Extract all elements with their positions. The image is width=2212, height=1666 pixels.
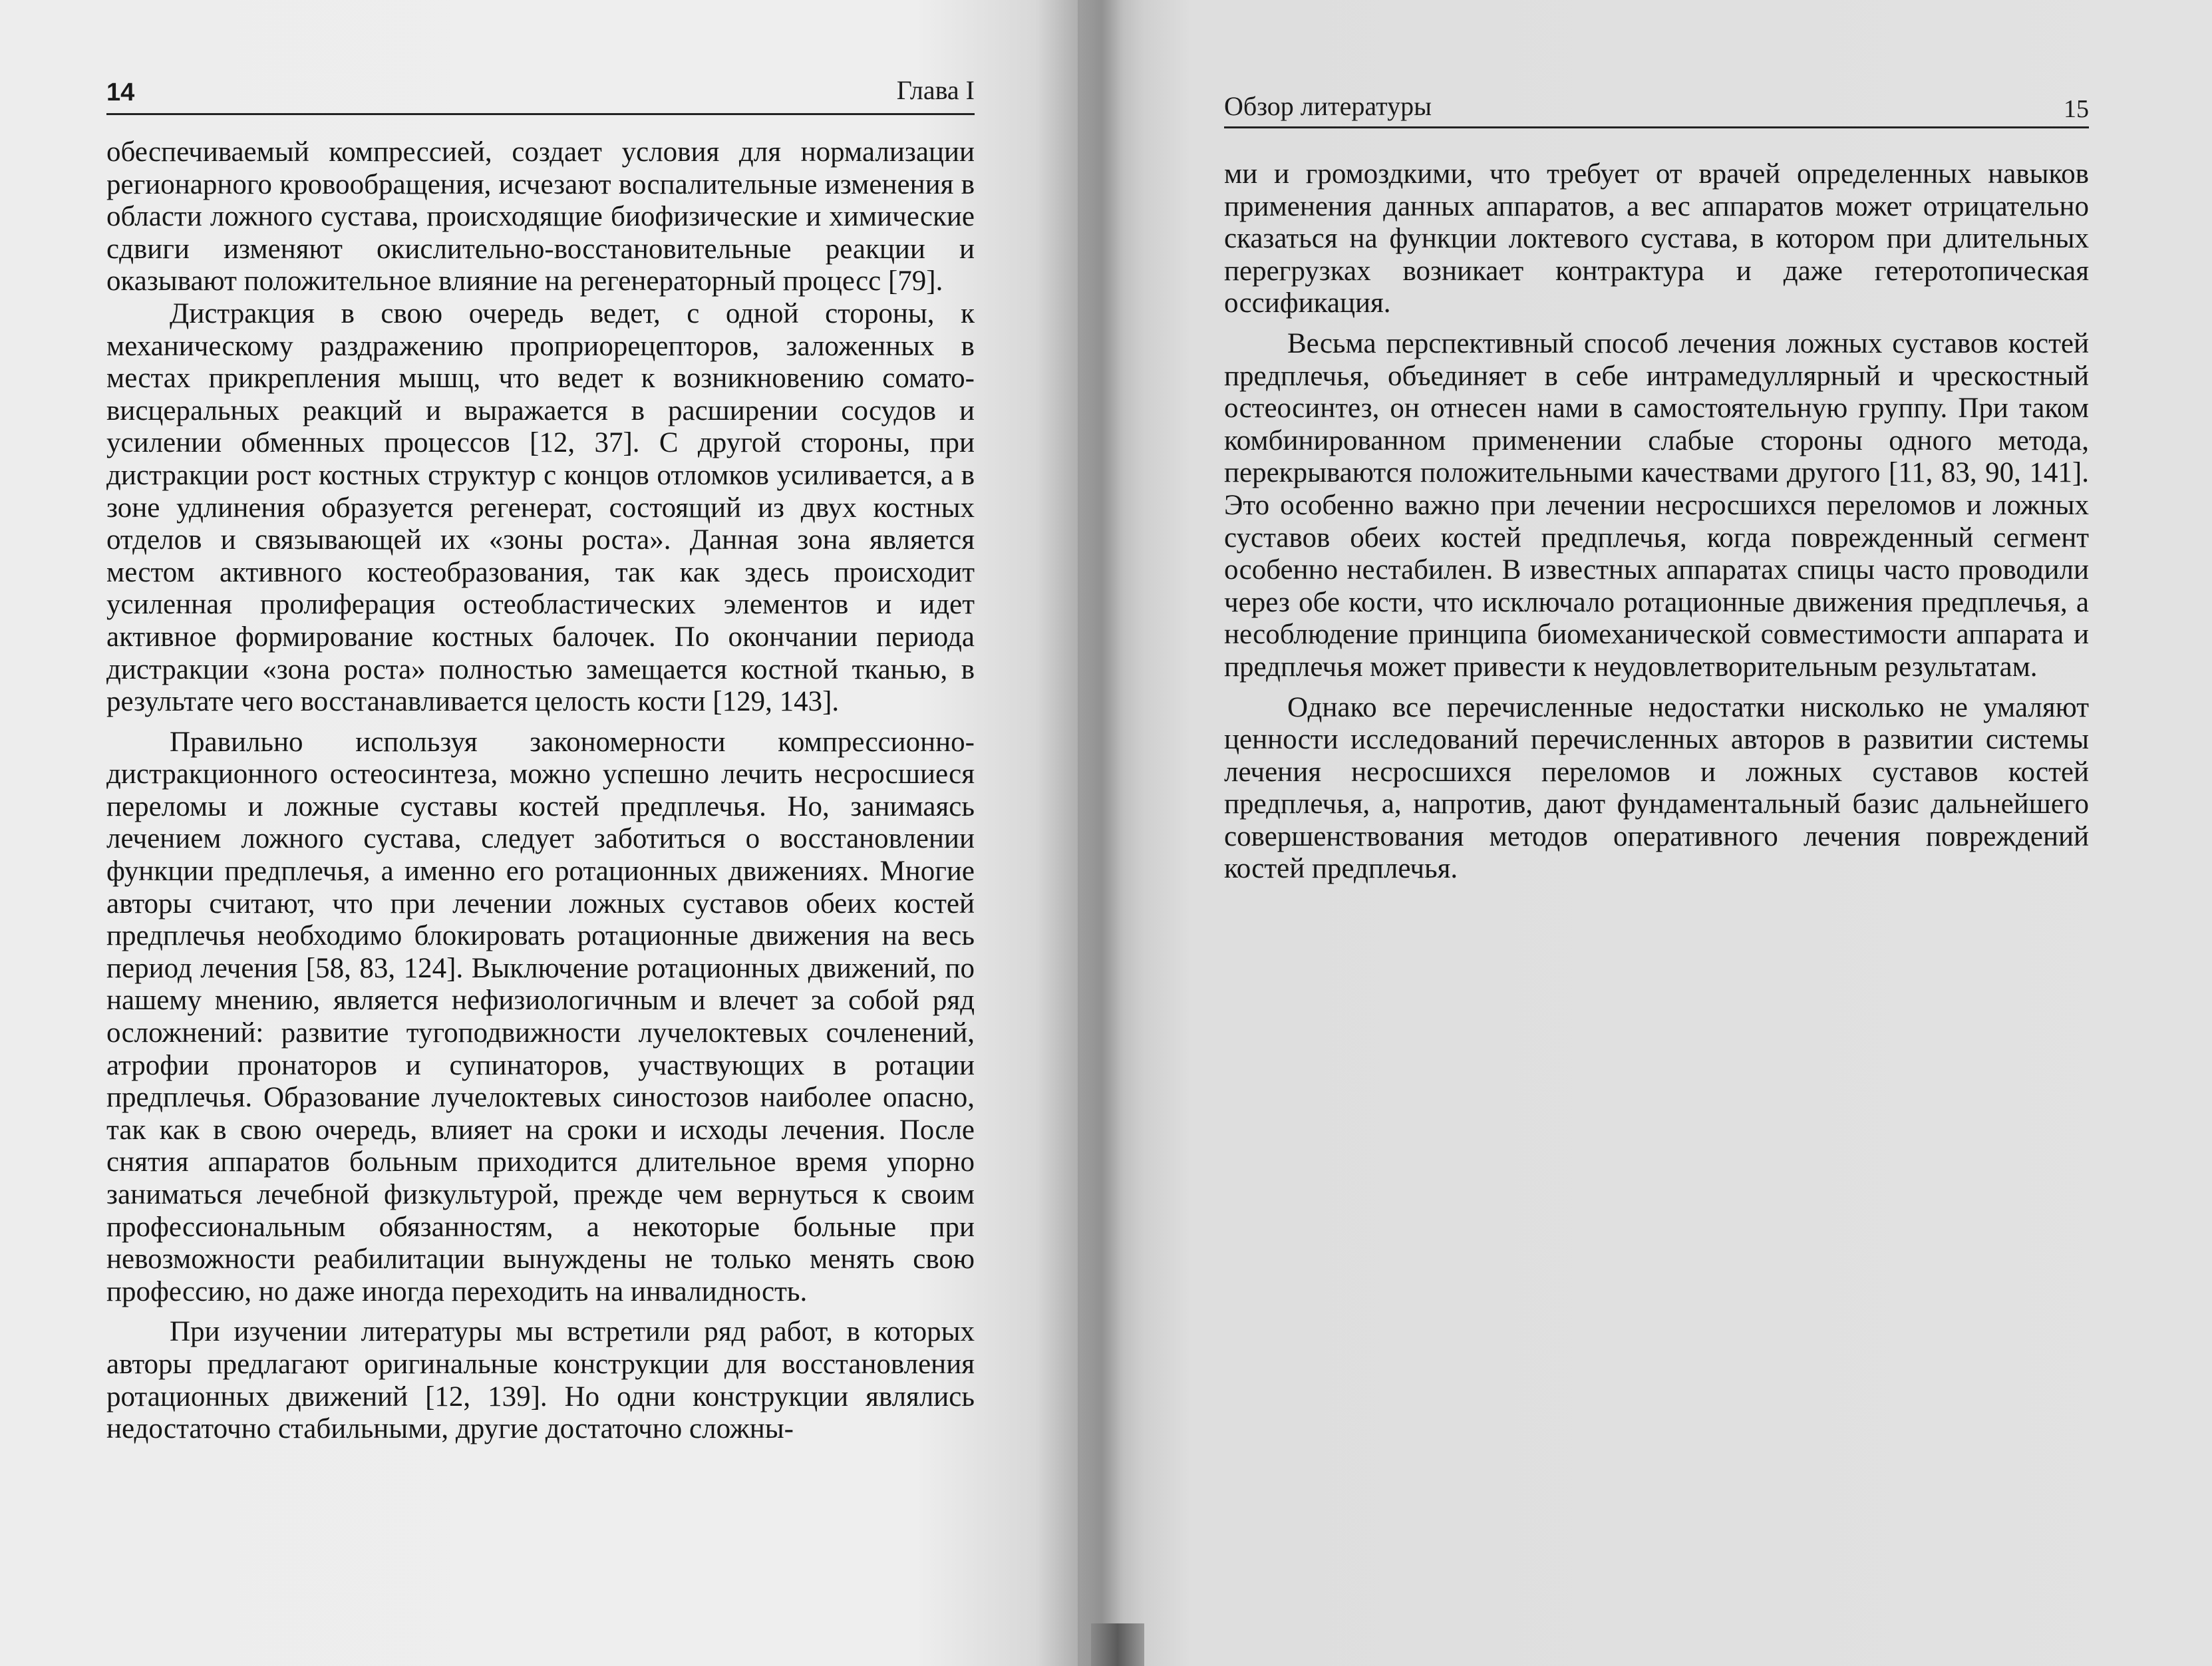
section-title: Обзор литературы (1224, 91, 1432, 121)
right-paragraph-3: Однако все перечисленные недостатки нисколько не умаляют ценности исследований перечисленных авторов в развитии системы лечения несросшихся переломов и ложных суставов костей предплечья, а, напротив, дают фундаментальный базис дальнейшего совершенствования методов оперативного лечения повреждений костей предплечья. (1224, 691, 2089, 885)
book-gutter-shadow (1038, 0, 1144, 1666)
left-running-head (106, 73, 975, 115)
right-paragraph-1: ми и громоздкими, что требует от врачей определенных навыков применения данных аппаратов, а вес аппаратов может отрицательно сказаться на функции локтевого сустава, в котором при длительных перегрузках возникает контрактура и даже гетеротопическая оссификация. (1224, 158, 2089, 319)
right-running-head (1224, 86, 2089, 128)
right-paragraph-2: Весьма перспективный способ лечения ложных суставов костей предплечья, объединяет в себе интрамедуллярный и чрескостный остеосинтез, он отнесен нами в самостоятельную группу. При таком комбинированном применении слабые стороны одного метода, перекрываются положительными качествами другого [11, 83, 90, 141]. Это особенно важно при лечении несросшихся переломов и ложных суставов обеих костей предплечья, когда поврежденный сегмент особенно нестабилен. В известных аппаратах спицы часто проводили через обе кости, что исключало ротационные движения предплечья, а несоблюдение принципа биомеханической совместимости аппарата и предплечья может привести к неудовлетворительным результатам. (1224, 327, 2089, 683)
left-paragraph-1: обеспечиваемый компрессией, создает условия для нормализации регионарного кровообращения, исчезают воспалительные изменения в области ложного сустава, происходящие биофизические и химические сдвиги изменяют окислительно-восстановительные реакции и оказывают положительное влияние на регенераторный процесс [79]. (106, 136, 975, 297)
left-body-text (106, 136, 975, 1446)
left-paragraph-4: При изучении литературы мы встретили ряд работ, в которых авторы предлагают оригинальные конструкции для восстановления ротационных движений [12, 139]. Но одни конструкции являлись недостаточно стабильными, другие достаточно сложны- (106, 1316, 975, 1445)
left-paragraph-2: Дистракция в свою очередь ведет, с одной стороны, к механическому раздражению проприорецепторов, заложенных в местах прикрепления мышц, что ведет к возникновению сомато-висцеральных реакций и выражается в расширении сосудов и усилении обменных процессов [12, 37]. С другой стороны, при дистракции рост костных структур с концов отломков усиливается, а в зоне удлинения образуется регенерат, состоящий из двух костных отделов и связывающей их «зоны роста». Данная зона является местом активного костеобразования, так как здесь происходит усиленная пролиферация остеобластических элементов и идет активное формирование костных балочек. По окончании периода дистракции «зона роста» полностью замещается костной тканью, в результате чего восстанавливается целость кости [129, 143]. (106, 297, 975, 718)
left-page-number: 14 (106, 79, 135, 106)
right-page-number: 15 (2064, 95, 2089, 123)
spine-shadow (1091, 1623, 1144, 1666)
right-body-text (1224, 158, 2089, 886)
left-page (0, 0, 1078, 1666)
chapter-title: Глава I (896, 75, 975, 105)
left-paragraph-3: Правильно используя закономерности компрессионно-дистракционного остеосинтеза, можно успешно лечить несросшиеся переломы и ложные суставы костей предплечья. Но, занимаясь лечением ложного сустава, следует заботиться о восстановлении функции предплечья, а именно его ротационных движениях. Многие авторы считают, что при лечении ложных суставов обеих костей предплечья необходимо блокировать ротационные движения на весь период лечения [58, 83, 124]. Выключение ротационных движений, по нашему мнению, является нефизиологичным и влечет за собой ряд осложнений: развитие тугоподвижности лучелоктевых сочленений, атрофии пронаторов и супинаторов, участвующих в ротации предплечья. Образование лучелоктевых синостозов наиболее опасно, так как в свою очередь, влияет на сроки и исходы лечения. После снятия аппаратов больным приходится длительное время упорно заниматься лечебной физкультурой, прежде чем вернуться к своим профессиональным обязанностям, а некоторые больные при невозможности реабилитации вынуждены не только менять свою профессию, но даже иногда переходить на инвалидность. (106, 726, 975, 1307)
